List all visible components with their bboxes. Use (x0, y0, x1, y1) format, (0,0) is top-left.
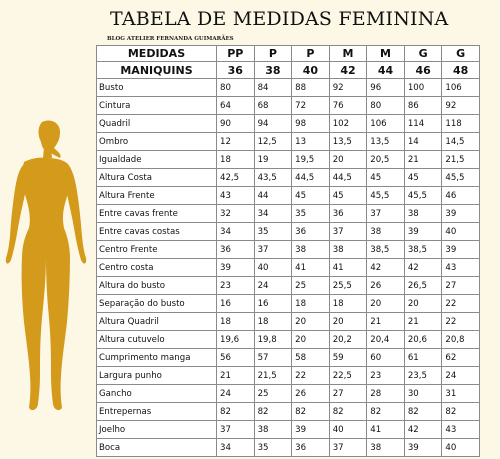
measurement-value: 45,5 (404, 187, 442, 205)
measurement-value: 23 (367, 367, 405, 385)
measurement-value: 13,5 (329, 133, 367, 151)
measurement-value: 22 (442, 313, 480, 331)
measurement-label: Quadril (97, 115, 217, 133)
measurement-value: 96 (367, 79, 405, 97)
measurement-label: Altura cutuvelo (97, 331, 217, 349)
measurement-value: 44 (254, 187, 292, 205)
measurement-value: 39 (404, 439, 442, 457)
measurement-value: 44,5 (329, 169, 367, 187)
measurement-label: Joelho (97, 421, 217, 439)
measurement-value: 45 (329, 187, 367, 205)
measurement-value: 35 (292, 205, 330, 223)
measurement-value: 25,5 (329, 277, 367, 295)
measurement-value: 34 (217, 223, 255, 241)
measurement-value: 25 (254, 385, 292, 403)
measurement-value: 18 (217, 313, 255, 331)
measurement-value: 19,8 (254, 331, 292, 349)
measurement-value: 21,5 (254, 367, 292, 385)
measurement-value: 61 (404, 349, 442, 367)
measurement-value: 46 (442, 187, 480, 205)
header-row-mannequins (97, 62, 480, 79)
measurement-label: Centro Frente (97, 241, 217, 259)
measurement-value: 88 (292, 79, 330, 97)
measurement-value: 26 (367, 277, 405, 295)
measurement-value: 39 (442, 205, 480, 223)
measurement-value: 16 (217, 295, 255, 313)
measurement-value: 45 (367, 169, 405, 187)
measurement-value: 62 (442, 349, 480, 367)
measurement-value: 38 (292, 241, 330, 259)
measurement-value: 21,5 (442, 151, 480, 169)
measurement-value: 82 (254, 403, 292, 421)
measurement-value: 38,5 (367, 241, 405, 259)
measurement-value: 39 (442, 241, 480, 259)
measurement-value: 21 (404, 313, 442, 331)
measurement-value: 40 (442, 439, 480, 457)
measurement-value: 36 (217, 241, 255, 259)
header-row-sizes (97, 46, 480, 62)
measurement-value: 22,5 (329, 367, 367, 385)
measurement-value: 60 (367, 349, 405, 367)
measurement-value: 100 (404, 79, 442, 97)
measurement-value: 68 (254, 97, 292, 115)
measurement-label: Boca (97, 439, 217, 457)
measurement-value: 98 (292, 115, 330, 133)
measurement-value: 80 (217, 79, 255, 97)
measurement-value: 82 (404, 403, 442, 421)
header-cell: MANIQUINS (97, 62, 217, 79)
measurement-value: 35 (254, 223, 292, 241)
measurement-value: 92 (329, 79, 367, 97)
measurement-value: 82 (217, 403, 255, 421)
measurement-value: 39 (217, 259, 255, 277)
measurement-value: 64 (217, 97, 255, 115)
measurement-value: 19,6 (217, 331, 255, 349)
measurement-value: 42,5 (217, 169, 255, 187)
measurement-value: 21 (217, 367, 255, 385)
table-row (97, 79, 480, 97)
measurement-value: 41 (367, 421, 405, 439)
header-cell: P (292, 46, 330, 62)
measurement-value: 94 (254, 115, 292, 133)
header-cell: M (367, 46, 405, 62)
measurement-value: 106 (367, 115, 405, 133)
header-cell: 44 (367, 62, 405, 79)
header-cell: MEDIDAS (97, 46, 217, 62)
measurement-value: 41 (292, 259, 330, 277)
measurement-value: 20 (292, 331, 330, 349)
header-cell: 36 (217, 62, 255, 79)
measurement-value: 18 (329, 295, 367, 313)
measurement-label: Altura Frente (97, 187, 217, 205)
table-row (97, 241, 480, 259)
header-cell: 38 (254, 62, 292, 79)
measurement-value: 26 (292, 385, 330, 403)
measurement-label: Centro costa (97, 259, 217, 277)
measurement-value: 18 (254, 313, 292, 331)
measurement-value: 43 (217, 187, 255, 205)
measurement-value: 37 (217, 421, 255, 439)
measurement-value: 43 (442, 259, 480, 277)
header-cell: P (254, 46, 292, 62)
table-row (97, 331, 480, 349)
measurement-label: Cintura (97, 97, 217, 115)
measurement-label: Cumprimento manga (97, 349, 217, 367)
header-cell: PP (217, 46, 255, 62)
measurement-value: 38 (404, 205, 442, 223)
table-row (97, 313, 480, 331)
header-cell: 42 (329, 62, 367, 79)
measurement-value: 13 (292, 133, 330, 151)
table-row (97, 367, 480, 385)
measurement-value: 58 (292, 349, 330, 367)
measurement-value: 102 (329, 115, 367, 133)
measurement-value: 90 (217, 115, 255, 133)
measurement-value: 92 (442, 97, 480, 115)
table-row (97, 295, 480, 313)
measurement-value: 23 (217, 277, 255, 295)
measurement-value: 84 (254, 79, 292, 97)
measurement-value: 37 (329, 439, 367, 457)
measurement-value: 20 (329, 313, 367, 331)
measurement-value: 36 (292, 223, 330, 241)
table-row (97, 439, 480, 457)
measurement-value: 32 (217, 205, 255, 223)
table-row (97, 259, 480, 277)
table-row (97, 169, 480, 187)
measurement-value: 76 (329, 97, 367, 115)
measurement-label: Entre cavas costas (97, 223, 217, 241)
measurement-value: 20,8 (442, 331, 480, 349)
measurement-value: 27 (329, 385, 367, 403)
measurement-value: 26,5 (404, 277, 442, 295)
measurement-value: 20 (329, 151, 367, 169)
measurement-value: 82 (367, 403, 405, 421)
measurement-value: 45,5 (367, 187, 405, 205)
measurement-value: 14 (404, 133, 442, 151)
measurements-table (96, 45, 480, 457)
measurement-value: 59 (329, 349, 367, 367)
table-row (97, 421, 480, 439)
measurement-label: Ombro (97, 133, 217, 151)
table-row (97, 349, 480, 367)
measurement-label: Entrepernas (97, 403, 217, 421)
measurement-value: 24 (442, 367, 480, 385)
measurement-label: Largura punho (97, 367, 217, 385)
measurement-value: 45 (404, 169, 442, 187)
table-row (97, 385, 480, 403)
measurement-value: 39 (404, 223, 442, 241)
header-cell: 46 (404, 62, 442, 79)
measurement-value: 38 (367, 223, 405, 241)
measurement-value: 36 (329, 205, 367, 223)
measurement-value: 82 (329, 403, 367, 421)
blog-credit: BLOG ATELIER FERNANDA GUIMARÃES (107, 36, 234, 42)
header-cell: G (442, 46, 480, 62)
measurement-value: 20 (404, 295, 442, 313)
measurement-value: 24 (254, 277, 292, 295)
measurement-value: 43,5 (254, 169, 292, 187)
measurement-value: 37 (254, 241, 292, 259)
measurement-label: Busto (97, 79, 217, 97)
measurement-value: 20,2 (329, 331, 367, 349)
measurement-label: Altura Costa (97, 169, 217, 187)
measurement-value: 19,5 (292, 151, 330, 169)
measurement-label: Gancho (97, 385, 217, 403)
table-row (97, 277, 480, 295)
page-title: TABELA DE MEDIDAS FEMININA (110, 8, 449, 30)
measurement-value: 38 (329, 241, 367, 259)
measurement-value: 80 (367, 97, 405, 115)
measurement-value: 82 (292, 403, 330, 421)
measurement-value: 86 (404, 97, 442, 115)
measurement-value: 40 (254, 259, 292, 277)
measurement-value: 20 (367, 295, 405, 313)
measurement-value: 37 (329, 223, 367, 241)
measurement-value: 25 (292, 277, 330, 295)
measurement-value: 44,5 (292, 169, 330, 187)
measurement-value: 72 (292, 97, 330, 115)
header-cell: G (404, 46, 442, 62)
table-row (97, 403, 480, 421)
measurement-value: 34 (217, 439, 255, 457)
table-row (97, 115, 480, 133)
measurement-value: 16 (254, 295, 292, 313)
measurement-value: 45,5 (442, 169, 480, 187)
measurement-label: Altura do busto (97, 277, 217, 295)
table-row (97, 223, 480, 241)
measurement-value: 20,4 (367, 331, 405, 349)
measurement-value: 45 (292, 187, 330, 205)
measurement-value: 18 (217, 151, 255, 169)
measurement-value: 34 (254, 205, 292, 223)
measurement-value: 38,5 (404, 241, 442, 259)
measurement-value: 82 (442, 403, 480, 421)
table-row (97, 187, 480, 205)
measurement-value: 42 (404, 421, 442, 439)
header-cell: M (329, 46, 367, 62)
measurement-value: 12 (217, 133, 255, 151)
table-body (97, 79, 480, 457)
header-cell: 40 (292, 62, 330, 79)
measurement-value: 22 (442, 295, 480, 313)
measurement-value: 57 (254, 349, 292, 367)
measurement-value: 39 (292, 421, 330, 439)
measurement-value: 31 (442, 385, 480, 403)
measurement-value: 19 (254, 151, 292, 169)
measurement-value: 40 (442, 223, 480, 241)
measurement-value: 106 (442, 79, 480, 97)
female-silhouette-icon (2, 118, 88, 418)
measurement-value: 43 (442, 421, 480, 439)
measurement-value: 14,5 (442, 133, 480, 151)
measurement-value: 20,6 (404, 331, 442, 349)
measurement-value: 21 (404, 151, 442, 169)
measurement-value: 22 (292, 367, 330, 385)
measurement-label: Entre cavas frente (97, 205, 217, 223)
measurement-value: 30 (404, 385, 442, 403)
measurement-value: 24 (217, 385, 255, 403)
measurement-value: 12,5 (254, 133, 292, 151)
measurement-label: Igualdade (97, 151, 217, 169)
measurement-value: 40 (329, 421, 367, 439)
measurement-value: 38 (254, 421, 292, 439)
measurement-value: 42 (367, 259, 405, 277)
measurement-value: 27 (442, 277, 480, 295)
table-row (97, 133, 480, 151)
measurement-label: Altura Quadril (97, 313, 217, 331)
measurement-value: 35 (254, 439, 292, 457)
measurement-value: 114 (404, 115, 442, 133)
measurement-value: 118 (442, 115, 480, 133)
measurement-value: 38 (367, 439, 405, 457)
measurement-value: 21 (367, 313, 405, 331)
table-row (97, 97, 480, 115)
measurement-value: 56 (217, 349, 255, 367)
measurement-value: 18 (292, 295, 330, 313)
measurement-value: 37 (367, 205, 405, 223)
header-cell: 48 (442, 62, 480, 79)
measurement-value: 28 (367, 385, 405, 403)
measurement-value: 23,5 (404, 367, 442, 385)
measurement-label: Separação do busto (97, 295, 217, 313)
measurement-value: 13,5 (367, 133, 405, 151)
measurement-value: 42 (404, 259, 442, 277)
measurement-value: 36 (292, 439, 330, 457)
measurement-value: 20 (292, 313, 330, 331)
measurement-value: 20,5 (367, 151, 405, 169)
measurement-value: 41 (329, 259, 367, 277)
table-row (97, 205, 480, 223)
table-row (97, 151, 480, 169)
